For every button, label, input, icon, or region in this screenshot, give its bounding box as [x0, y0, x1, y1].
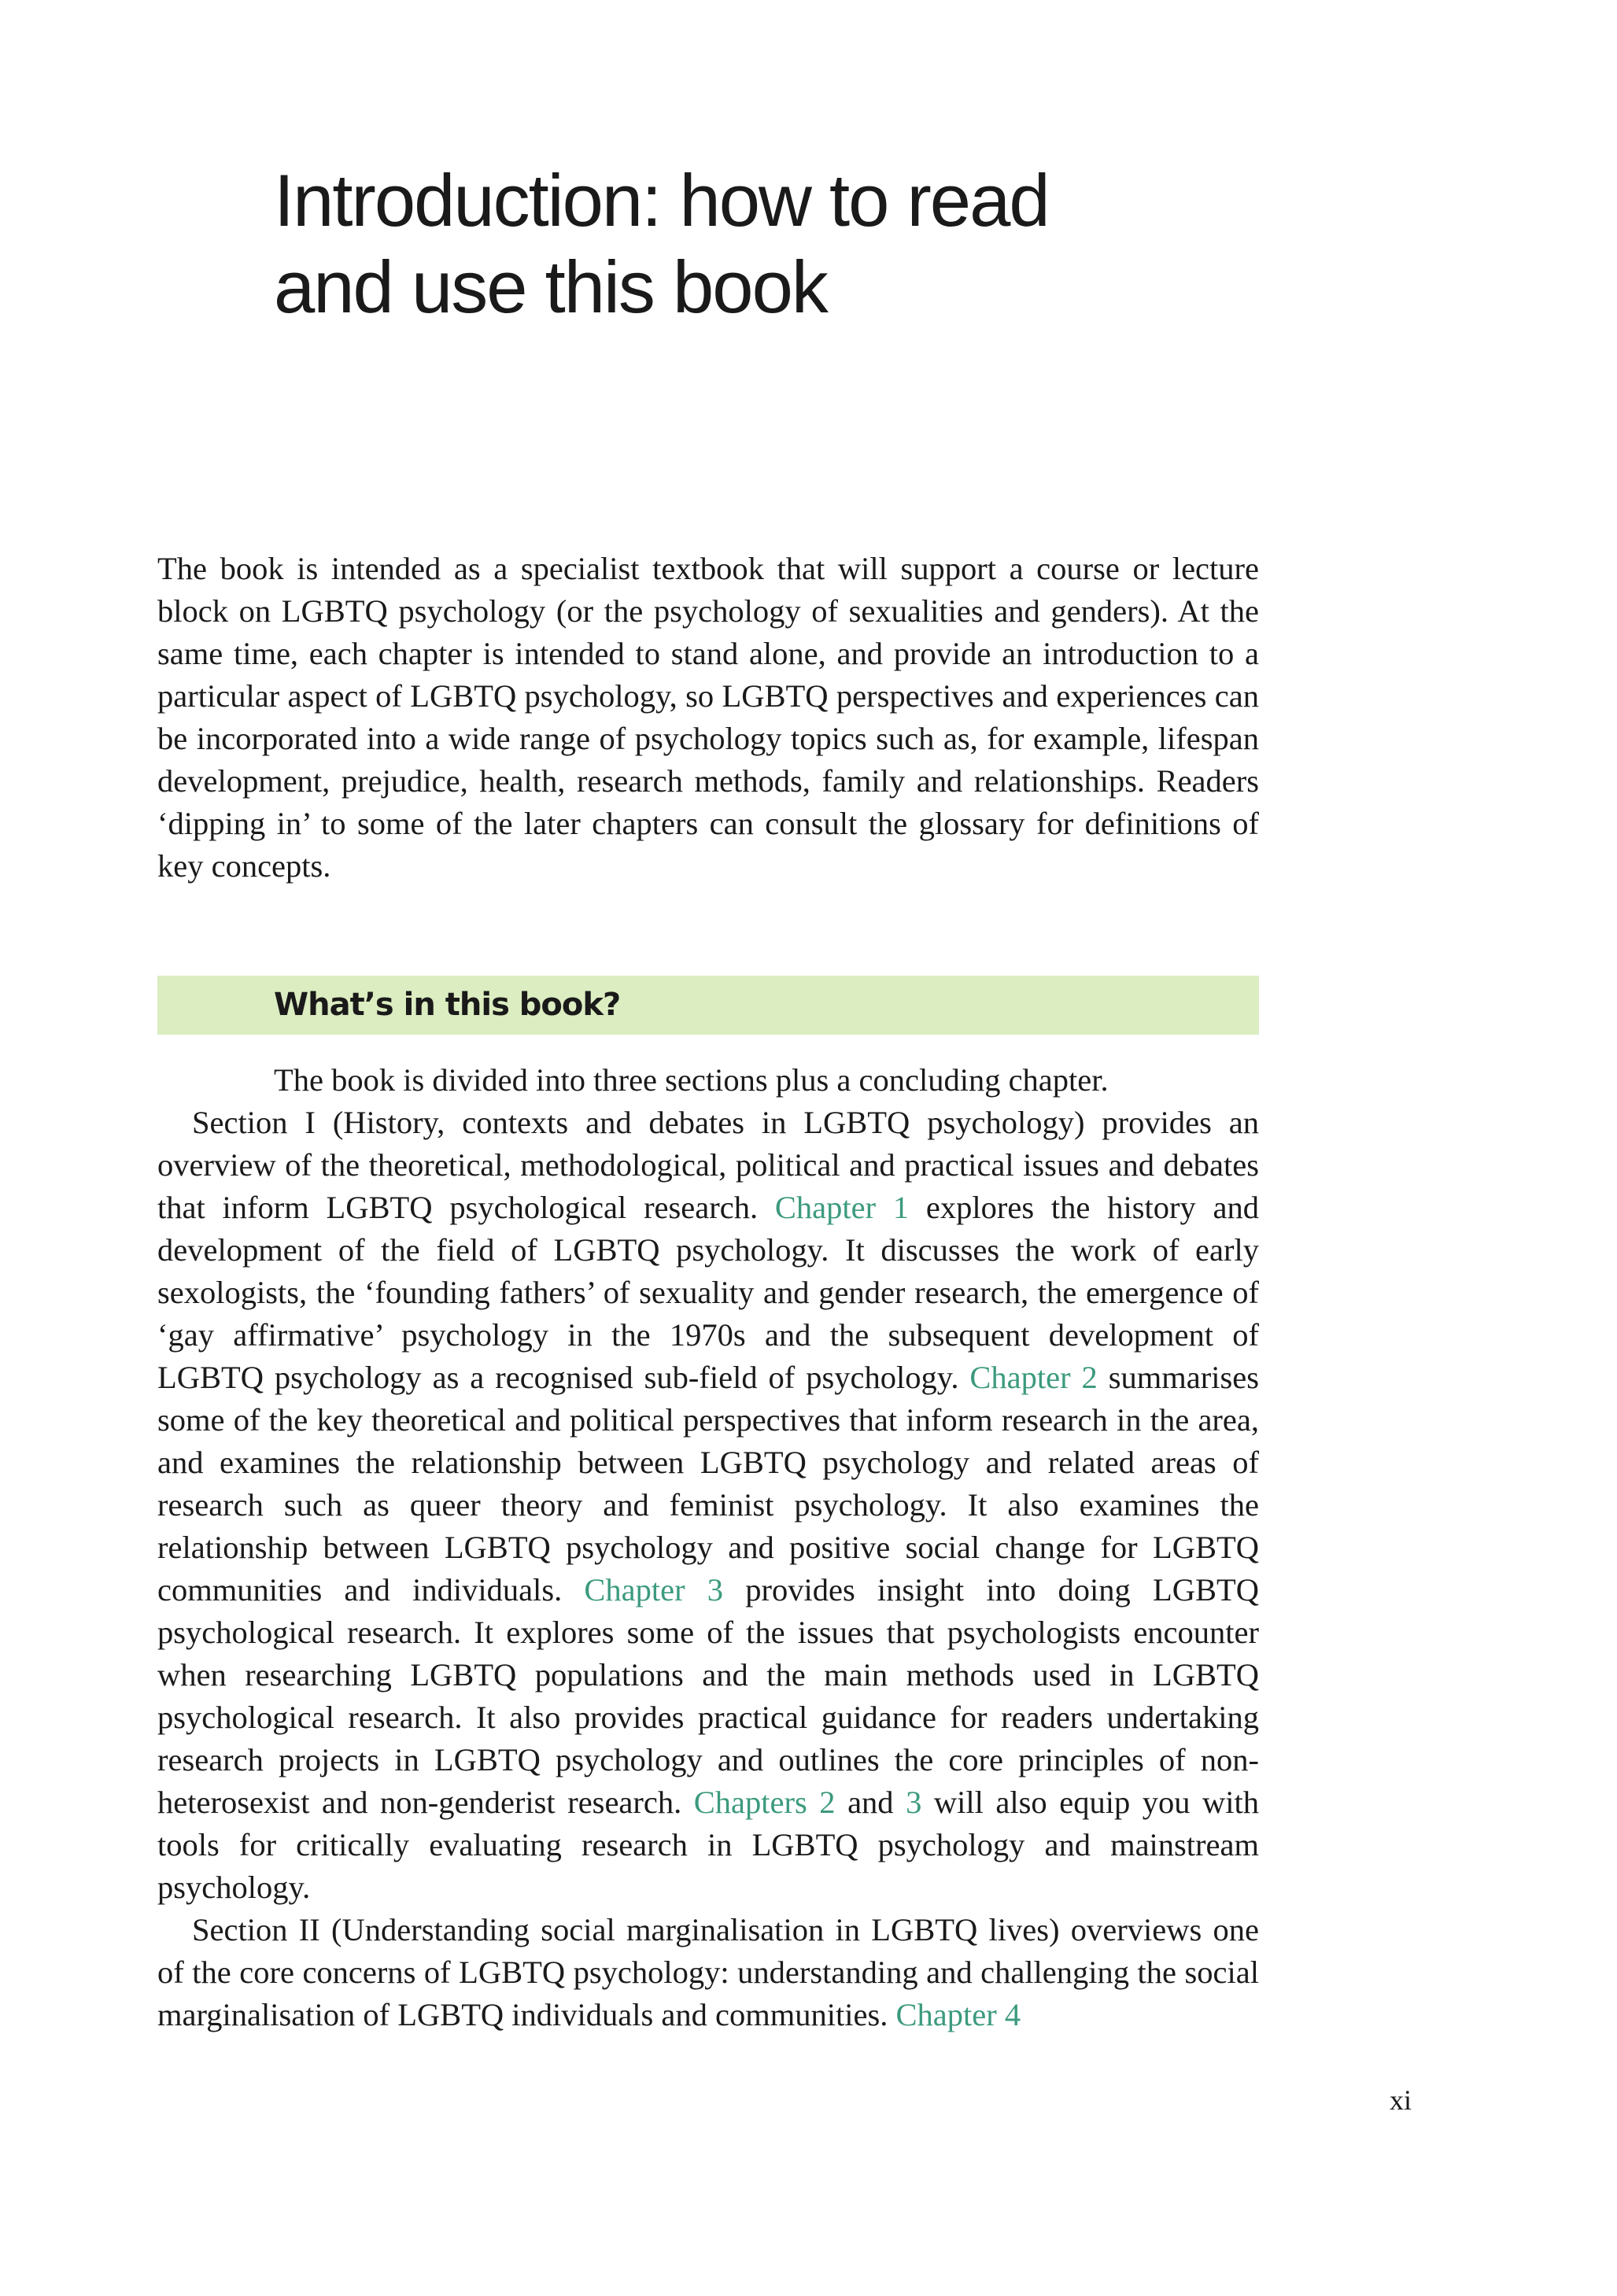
page-title-line-1: Introduction: how to read: [274, 159, 1049, 242]
chapter-3-link[interactable]: Chapter 3: [584, 1572, 724, 1608]
text-run: and: [835, 1785, 906, 1820]
chapter-2-link[interactable]: Chapter 2: [969, 1360, 1098, 1395]
chapter-3-short-link[interactable]: 3: [906, 1785, 922, 1820]
section-paragraph-1: The book is divided into three sections plus a concluding chapter.: [274, 1062, 1109, 1098]
text-run: summarises some of the key theoretical and political perspectives that inform research in the area, and examines the relationship between LGBTQ psychology and related areas of research such as queer theory and feminist psychology. It also examines the relationship between LGBTQ psychology and positive social change for LGBTQ communities and individuals.: [157, 1360, 1259, 1608]
page-number: xi: [1390, 2084, 1412, 2116]
intro-paragraph: The book is intended as a specialist textbook that will support a course or lecture block on LGBTQ psychology (or the psychology of sexualities and genders). At the same time, each chapter is intended to stand alone, and provide an introduction to a particular aspect of LGBTQ psychology, so LGBTQ perspectives and experiences can be incorporated into a wide range of psychology topics such as, for example, lifespan development, prejudice, health, research methods, family and relationships. Readers ‘dipping in’ to some of the later chapters can consult the glossary for definitions of key concepts.: [157, 551, 1259, 884]
text-run: Section I (History, contexts and debates in LGBTQ psychology) provides an overview of the theoretical, methodological, political and practical issues and debates that inform LGBTQ psychological research.: [157, 1105, 1259, 1225]
section-heading: What’s in this book?: [274, 987, 621, 1023]
page-title-line-2: and use this book: [274, 245, 827, 328]
text-run: Section II (Understanding social marginalisation in LGBTQ lives) overviews one of the core concerns of LGBTQ psychology: understanding and challenging the social marginalisation of LGBTQ individuals and communities.: [157, 1912, 1259, 2032]
text-run: explores the history and development of the field of LGBTQ psychology. It discusses the work of early sexologists, the ‘founding fathers’ of sexuality and gender research, the emergence of ‘gay affirmative’ psychology in the 1970s and the subsequent development of LGBTQ psychology as a recognised sub-field of psychology.: [157, 1190, 1259, 1395]
chapter-1-link[interactable]: Chapter 1: [774, 1190, 910, 1225]
text-run: provides insight into doing LGBTQ psychological research. It explores some of the issues that psychologists encounter when researching LGBTQ populations and the main methods used in LGBTQ psychological research. It also provides practical guidance for readers undertaking research projects in LGBTQ psychology and outlines the core principles of non-heterosexist and non-genderist research.: [157, 1572, 1259, 1820]
chapters-2-link[interactable]: Chapters 2: [693, 1785, 836, 1820]
section-paragraph-2: [157, 1102, 1259, 1909]
section-paragraph-3: [157, 1909, 1259, 2036]
page-title: [274, 157, 1297, 330]
section-heading-band: [157, 976, 1259, 1035]
text-run: will also equip you with tools for critically evaluating research in LGBTQ psychology and mainstream psychology.: [157, 1785, 1260, 1905]
section-body: [157, 1059, 1259, 2036]
chapter-4-link[interactable]: Chapter 4: [895, 1997, 1021, 2032]
